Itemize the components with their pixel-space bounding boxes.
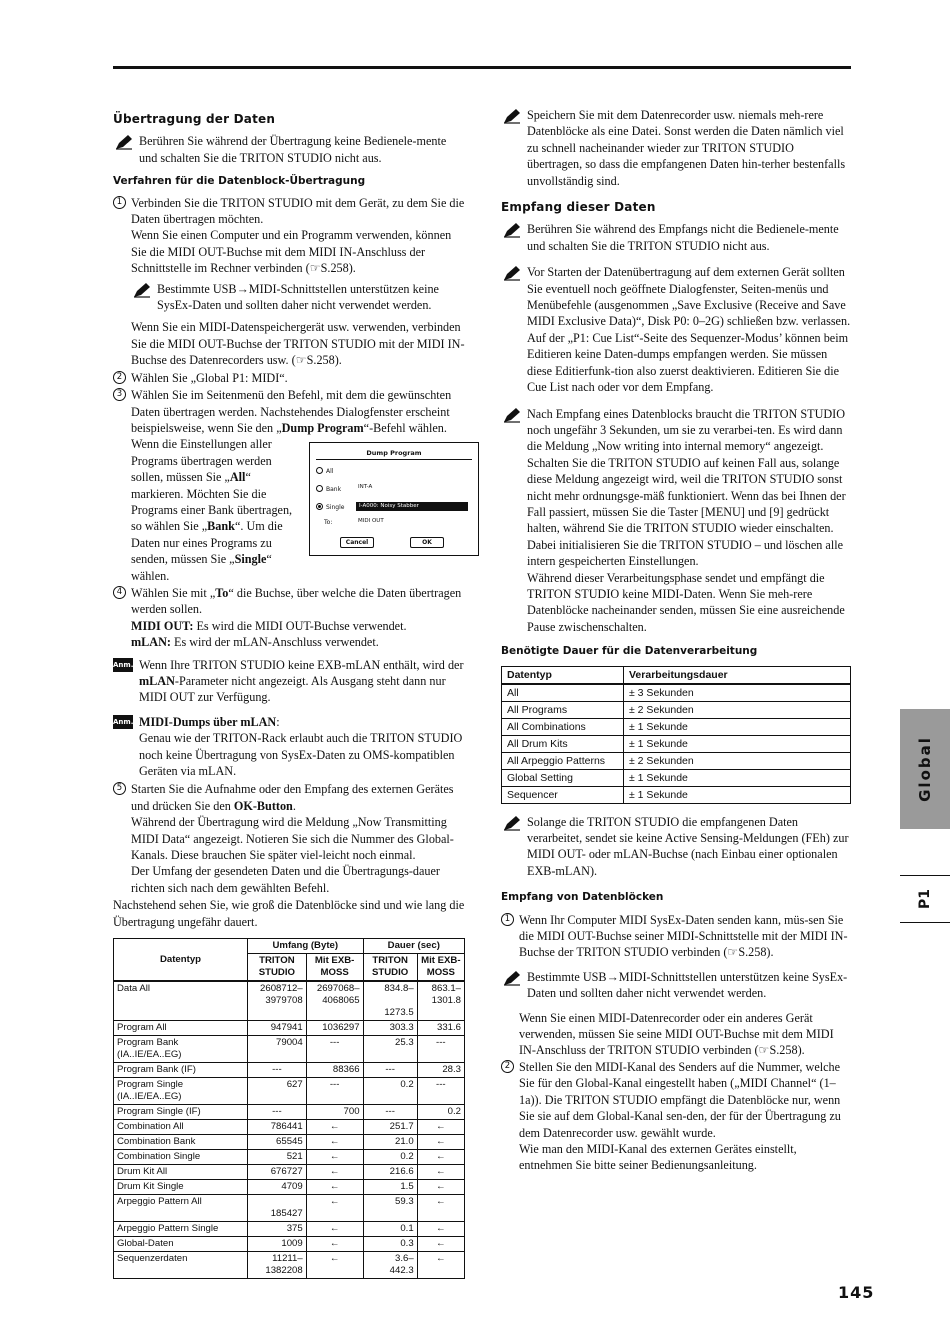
option-label: Single — [326, 504, 345, 512]
subheading: Verfahren für die Datenblock-Übertragung — [113, 175, 366, 188]
table-row — [502, 786, 851, 803]
table-cell: Combination Bank — [114, 1135, 248, 1150]
text-run: Starten Sie die Aufnahme oder den Empfang des externen Gerätes und drücken Sie den — [131, 782, 454, 813]
text-run: Es wird der mLAN-Anschluss verwendet. — [170, 635, 379, 650]
note — [501, 264, 851, 395]
note-text: Bestimmte USB→MIDI-Schnittstellen unterstützen keine SysEx-Daten und sollten daher nicht verwendet werden. — [157, 281, 439, 313]
ok-button[interactable]: OK — [410, 537, 444, 548]
step-text: Wählen Sie „Global P1: MIDI“. — [131, 370, 288, 385]
table-row — [114, 1036, 465, 1063]
table-cell: ± 2 Sekunden — [624, 752, 851, 769]
table-row — [114, 1078, 465, 1105]
table-cell: ± 3 Sekunden — [624, 684, 851, 702]
table-row — [114, 1021, 465, 1036]
step-1 — [501, 912, 851, 961]
step-number: 2 — [501, 1060, 514, 1073]
table-cell: --- — [306, 1036, 363, 1063]
table-cell: All Combinations — [502, 718, 624, 735]
single-value[interactable]: I-A000: Noisy Stabber — [356, 502, 468, 511]
table-cell: ± 1 Sekunde — [624, 786, 851, 803]
note-text: Speichern Sie mit dem Datenrecorder usw. niemals meh-rere Datenblöcke als eine Datei. Sonst werden die Daten nämlich viel zu schnell nacheinander wieder zur TRITON STUDIO übertragen, so dass die empfangenen Daten hin-terher bestenfalls unvollständig sind. — [527, 108, 846, 188]
paragraph: Wenn Sie einen MIDI-Datenrecorder oder ein anderes Gerät verwenden, müssen Sie seine MIDI OUT-Buchse mit dem MIDI IN-Anschluss der TRITON STUDIO verbinden (☞S.258). — [519, 1010, 834, 1058]
table-cell: ← — [306, 1252, 363, 1279]
table-cell: --- — [417, 1078, 464, 1105]
bold-term: Single — [234, 552, 267, 567]
text-run: “. Um die Daten nur eines Programs zu senden, müssen Sie „ — [131, 519, 283, 567]
table-row — [114, 1195, 465, 1222]
table-cell: 1.5 — [363, 1180, 417, 1195]
top-rule — [113, 66, 851, 69]
table-cell: Program All — [114, 1021, 248, 1036]
note-text: Während dieser Verarbeitungsphase sendet und empfängt die TRITON STUDIO keine MIDI-Daten. Wenn Sie meh-rere Datenblöcke nacheinander senden, müssen Sie eine ausreichende Pause zwischenschalten. — [527, 570, 845, 634]
col-header: Dauer (sec) — [363, 939, 464, 954]
note-pen-icon — [503, 265, 521, 281]
table-row — [114, 1180, 465, 1195]
note — [113, 133, 465, 166]
note — [501, 406, 851, 636]
table-cell: --- — [417, 1036, 464, 1063]
table-cell: Program Bank (IF) — [114, 1063, 248, 1078]
step-1 — [113, 195, 465, 369]
bold-term: OK-Button — [233, 798, 293, 813]
table-cell: ← — [306, 1120, 363, 1135]
text-run: “ wählen. — [131, 552, 272, 583]
table-cell: ← — [306, 1237, 363, 1252]
table-cell: 0.2 — [417, 1105, 464, 1120]
step-2 — [501, 1059, 851, 1174]
table-cell: Data All — [114, 981, 248, 1021]
paragraph: Nachstehend sehen Sie, wie groß die Datenblöcke sind und wie lang die Übertragung ungefähr dauert. — [113, 898, 465, 929]
left-column — [113, 107, 465, 1279]
table-cell: 251.7 — [363, 1120, 417, 1135]
col-header: Umfang (Byte) — [248, 939, 364, 954]
step-2 — [113, 370, 465, 386]
table-cell: ± 1 Sekunde — [624, 769, 851, 786]
col-header: Datentyp — [114, 939, 248, 982]
table-cell: 676727 — [248, 1165, 307, 1180]
step-text — [131, 436, 299, 584]
table-cell: 3.6– 442.3 — [363, 1252, 417, 1279]
option-bank[interactable] — [316, 485, 341, 494]
table-cell: Sequencer — [502, 786, 624, 803]
text-run: “ markieren. Möchten Sie die Programs einer Bank übertragen, so wählen Sie „ — [131, 470, 293, 534]
table-cell: ← — [417, 1150, 464, 1165]
table-cell: ← — [417, 1135, 464, 1150]
bold-term: Bank — [207, 519, 235, 534]
step-text: Wenn Ihr Computer MIDI SysEx-Daten senden kann, müs-sen Sie die MIDI OUT-Buchse seiner MIDI-Schnittstelle mit der MIDI IN-Buchse der TRITON STUDIO verbinden (☞S.258). — [519, 912, 848, 960]
text-run: Wenn Ihre TRITON STUDIO keine EXB-mLAN enthält, wird der — [139, 657, 464, 672]
table-row — [502, 769, 851, 786]
table-row — [114, 981, 465, 1021]
table-cell: All Drum Kits — [502, 735, 624, 752]
right-column — [501, 107, 851, 1175]
table-cell: 59.3 — [363, 1195, 417, 1222]
table-cell: 0.2 — [363, 1078, 417, 1105]
col-header: Datentyp — [502, 666, 624, 684]
note — [501, 221, 851, 254]
step-3 — [113, 387, 465, 584]
text-run: “ die Buchse, über welche die Daten übertragen werden sollen. — [131, 585, 462, 617]
bold-term: MIDI-Dumps über mLAN — [139, 714, 277, 729]
text-run: : — [276, 714, 280, 729]
text-run: “-Befehl wählen. — [363, 420, 447, 435]
table-cell: 375 — [248, 1222, 307, 1237]
dialog-title: Dump Program — [366, 449, 422, 458]
table-row — [502, 718, 851, 735]
table-row — [114, 1120, 465, 1135]
step-text — [131, 585, 465, 618]
text-run: Wenn die Einstellungen aller Programs übertragen werden sollen, müssen Sie „ — [131, 437, 272, 485]
table-cell: ← — [306, 1150, 363, 1165]
step-text — [131, 387, 465, 436]
to-value[interactable]: MIDI OUT — [358, 518, 384, 525]
table-cell: ← — [417, 1180, 464, 1195]
table-cell: Program Single (IA..IE/EA..EG) — [114, 1078, 248, 1105]
bold-term: mLAN: — [131, 635, 171, 650]
step-text: Stellen Sie den MIDI-Kanal des Senders auf die Nummer, welche Sie für den Global-Kanal eingestellt haben („MIDI Channel“ (1–1a)). Die TRITON STUDIO empfängt die Datenblöcke nur, wenn Sie sie auf dem Global-Kanal sen-den, der für der Übertragung zu dem Datenrecorder usw. gewählt wurde. — [519, 1059, 841, 1140]
step-number: 4 — [113, 586, 126, 599]
text-run: -Parameter nicht angezeigt. Als Ausgang steht dann nur MIDI OUT zur Verfügung. — [139, 674, 446, 705]
processing-time-table — [501, 666, 851, 804]
col-header: Mit EXB-MOSS — [306, 954, 363, 982]
table-cell: 25.3 — [363, 1036, 417, 1063]
col-header: Verarbeitungsdauer — [624, 666, 851, 684]
radio-icon — [316, 485, 323, 492]
table-cell: ← — [306, 1165, 363, 1180]
table-cell: --- — [248, 1105, 307, 1120]
table-row — [114, 1252, 465, 1279]
bank-value: INT-A — [358, 484, 373, 491]
option-label: Bank — [326, 486, 342, 494]
divider — [316, 459, 472, 460]
table-cell: 627 — [248, 1078, 307, 1105]
table-cell: --- — [248, 1063, 307, 1078]
step-4 — [113, 585, 465, 651]
section-tab-global — [900, 709, 950, 829]
to-label: To: — [324, 519, 333, 527]
note-pen-icon — [503, 108, 521, 124]
table-cell: ± 1 Sekunde — [624, 718, 851, 735]
remark-title — [139, 714, 465, 730]
table-cell: 216.6 — [363, 1165, 417, 1180]
col-header: TRITON STUDIO — [363, 954, 417, 982]
table-cell: All — [502, 684, 624, 702]
table-cell: 11211– 1382208 — [248, 1252, 307, 1279]
bold-term: Dump Program — [281, 420, 364, 435]
step-number: 3 — [113, 388, 126, 401]
note — [501, 107, 851, 189]
remark-text: Genau wie der TRITON-Rack erlaubt auch die TRITON STUDIO noch keine Übertragung von SysEx-Daten zu OMS-kompatiblen Geräten via mLAN. — [139, 731, 463, 779]
table-row — [114, 1237, 465, 1252]
table-cell: 863.1– 1301.8 — [417, 981, 464, 1021]
table-cell: --- — [306, 1078, 363, 1105]
step-text: Wenn Sie einen Computer und ein Programm verwenden, können Sie die MIDI OUT-Buchse mit dem MIDI IN-Anschluss der Schnittstelle im Rechner verbinden (☞S.258). — [131, 228, 452, 276]
table-row — [114, 1165, 465, 1180]
table-cell: ± 2 Sekunden — [624, 701, 851, 718]
note-pen-icon — [503, 222, 521, 238]
table-cell: Global Setting — [502, 769, 624, 786]
table-cell: Drum Kit Single — [114, 1180, 248, 1195]
table-cell: Global-Daten — [114, 1237, 248, 1252]
section-heading: Empfang dieser Daten — [501, 200, 656, 215]
table-cell: ← — [306, 1222, 363, 1237]
table-cell: ← — [417, 1222, 464, 1237]
table-cell: All Arpeggio Patterns — [502, 752, 624, 769]
table-cell: ← — [306, 1135, 363, 1150]
table-cell: ← — [417, 1120, 464, 1135]
table-cell: ← — [417, 1165, 464, 1180]
table-cell: ← — [306, 1180, 363, 1195]
table-row — [502, 684, 851, 702]
table-cell: 834.8– 1273.5 — [363, 981, 417, 1021]
table-cell: Drum Kit All — [114, 1165, 248, 1180]
section-heading: Übertragung der Daten — [113, 112, 276, 126]
table-cell: 88366 — [306, 1063, 363, 1078]
table-cell: 947941 — [248, 1021, 307, 1036]
step-number: 5 — [113, 782, 126, 795]
table-cell: 65545 — [248, 1135, 307, 1150]
note-text: Vor Starten der Datenübertragung auf dem externen Gerät sollten Sie eventuell noch geöffnete Dialogfenster, Seiten-menüs und Menübefehle (ausgenommen „Save Exclusive (Receive and Save MIDI Exclusive Data)“, Disk P0: 0–2G) schließen bzw. verlassen. Auf der „P1: Cue List“-Seite des Sequenzer-Modus’ können beim Editieren keine Daten-dumps empfangen werden. Sie müssen diese Editierfunk-tion also zuerst deaktivieren. Editieren Sie die Cue List nach oder vor dem Empfang. — [527, 265, 851, 395]
table-cell: 185427 — [248, 1195, 307, 1222]
table-cell: 2608712– 3979708 — [248, 981, 307, 1021]
step-text — [131, 634, 465, 650]
table-row — [502, 752, 851, 769]
note-pen-icon — [503, 970, 521, 986]
remark — [113, 714, 465, 780]
remark-text — [139, 657, 465, 706]
step-text — [131, 618, 465, 634]
subheading: Benötigte Dauer für die Datenverarbeitung — [501, 645, 758, 658]
table-cell: ← — [417, 1237, 464, 1252]
option-label: All — [326, 468, 334, 476]
table-cell: Arpeggio Pattern Single — [114, 1222, 248, 1237]
table-cell: Combination All — [114, 1120, 248, 1135]
table-cell: 1009 — [248, 1237, 307, 1252]
radio-icon — [316, 467, 323, 474]
table-cell: Arpeggio Pattern All — [114, 1195, 248, 1222]
text-run: Es wird die MIDI OUT-Buchse verwendet. — [193, 618, 407, 633]
step-text: Verbinden Sie die TRITON STUDIO mit dem Gerät, zu dem Sie die Daten übertragen möchten. — [131, 195, 465, 227]
tab-label: P1 — [916, 888, 933, 910]
table-cell: 28.3 — [417, 1063, 464, 1078]
step-number: 2 — [113, 371, 126, 384]
remark-icon: Anm. — [113, 658, 133, 672]
dialog-row — [131, 436, 465, 584]
transfer-table — [113, 938, 465, 1279]
step-5 — [113, 781, 465, 896]
table-cell: All Programs — [502, 701, 624, 718]
table-row — [502, 701, 851, 718]
section-tab-p1 — [900, 875, 950, 923]
table-cell: ± 1 Sekunde — [624, 735, 851, 752]
table-cell: Combination Single — [114, 1150, 248, 1165]
table-cell: 21.0 — [363, 1135, 417, 1150]
table-row — [114, 1150, 465, 1165]
table-cell: 786441 — [248, 1120, 307, 1135]
step-text: Wie man den MIDI-Kanal des externen Gerätes einstellt, entnehmen Sie bitte seiner Bedienungsanleitung. — [519, 1141, 797, 1173]
note-text: Nach Empfang eines Datenblocks braucht die TRITON STUDIO noch ungefähr 3 Sekunden, um sie zu verarbei-ten. Es wird dann die Meldung „Now writing into internal memory“ angezeigt. Schalten Sie die TRITON STUDIO auf keinen Fall aus, solange diese Meldung angezeigt wird, weil die TRITON STUDIO sonst nicht mehr ordnungsge-mäß funktioniert. Wenn das bei Ihnen der Fall passiert, müssen Sie die Taster [MENU] und [9] gedrückt halten, während Sie die TRITON STUDIO wieder einschalten. Dabei initialisieren Sie die TRITON STUDIO – und löschen alle intern gespeicherten Einstellungen. — [527, 406, 846, 569]
cancel-button[interactable]: Cancel — [340, 537, 374, 548]
table-cell: --- — [363, 1063, 417, 1078]
table-cell: Program Single (IF) — [114, 1105, 248, 1120]
note — [501, 969, 851, 1002]
text-run: . — [292, 798, 296, 813]
note — [501, 814, 851, 880]
note-pen-icon — [133, 282, 151, 298]
table-row — [114, 1105, 465, 1120]
remark — [113, 657, 465, 706]
step-text: Wenn Sie ein MIDI-Datenspeichergerät usw. verwenden, verbinden Sie die MIDI OUT-Buchse der TRITON STUDIO mit der MIDI IN-Buchse des Datenrecorders usw. (☞S.258). — [131, 320, 465, 368]
col-header: Mit EXB-MOSS — [417, 954, 464, 982]
table-row — [114, 1222, 465, 1237]
radio-selected-icon — [316, 503, 323, 510]
note-pen-icon — [503, 407, 521, 423]
table-row — [114, 1135, 465, 1150]
bold-term: MIDI OUT: — [131, 618, 194, 633]
table-cell: ← — [417, 1252, 464, 1279]
table-cell: ← — [417, 1195, 464, 1222]
table-cell: 0.3 — [363, 1237, 417, 1252]
note-text: Berühren Sie während des Empfangs nicht die Bedienele-mente und schalten Sie die TRITON STUDIO nicht aus. — [527, 222, 839, 253]
table-cell: 0.2 — [363, 1150, 417, 1165]
note-text: Solange die TRITON STUDIO die empfangenen Daten verarbeitet, sendet sie keine Active Sensing-Meldungen (FEh) zur MIDI OUT- oder mLAN-Buchse (nach Einbau einer optionalen EXB-mLAN). — [527, 814, 849, 878]
dump-program-dialog — [309, 442, 479, 556]
table-cell: Sequenzerdaten — [114, 1252, 248, 1279]
table-cell: 1036297 — [306, 1021, 363, 1036]
note-pen-icon — [115, 134, 133, 150]
note — [131, 281, 465, 314]
note-text: Bestimmte USB→MIDI-Schnittstellen unterstützen keine SysEx-Daten und sollten daher nicht verwendet werden. — [527, 969, 848, 1001]
table-cell: 79004 — [248, 1036, 307, 1063]
table-cell: 331.6 — [417, 1021, 464, 1036]
option-single[interactable] — [316, 503, 344, 512]
step-text — [131, 781, 465, 814]
bold-term: mLAN — [139, 674, 175, 688]
subheading: Empfang von Datenblöcken — [501, 891, 664, 904]
bold-term: To — [215, 585, 229, 600]
table-cell: 521 — [248, 1150, 307, 1165]
col-header: TRITON STUDIO — [248, 954, 307, 982]
step-text: Während der Übertragung wird die Meldung „Now Transmitting MIDI Data“ angezeigt. Notieren Sie sich die Nummer des Global-Kanals. Diese brauchen Sie später viel-leicht noch einmal. — [131, 815, 454, 863]
step-number: 1 — [501, 913, 514, 926]
table-row — [502, 735, 851, 752]
note-text: Berühren Sie während der Übertragung keine Bedienele-mente und schalten Sie die TRITON STUDIO nicht aus. — [139, 134, 447, 165]
table-cell: 303.3 — [363, 1021, 417, 1036]
table-cell: 700 — [306, 1105, 363, 1120]
table-row — [114, 1063, 465, 1078]
table-cell: 0.1 — [363, 1222, 417, 1237]
step-text: Der Umfang der gesendeten Daten und die Übertragungs-dauer richten sich nach dem gewählten Befehl. — [131, 864, 440, 895]
remark-icon: Anm. — [113, 715, 133, 729]
tab-label: Global — [915, 736, 934, 802]
page-number: 145 — [838, 1283, 875, 1302]
step-number: 1 — [113, 196, 126, 209]
table-cell: --- — [363, 1105, 417, 1120]
text-run: Wählen Sie im Seitenmenü den Befehl, mit dem die gewünschten Daten übertragen werden. Nachstehendes Dialogfenster erscheint beispielsweise, wenn Sie den „ — [131, 388, 452, 435]
table-cell: ← — [306, 1195, 363, 1222]
note-pen-icon — [503, 815, 521, 831]
option-all[interactable] — [316, 467, 333, 476]
table-cell: Program Bank (IA..IE/EA..EG) — [114, 1036, 248, 1063]
bold-term: All — [229, 470, 246, 485]
table-cell: 2697068– 4068065 — [306, 981, 363, 1021]
text-run: Wählen Sie mit „ — [131, 585, 216, 600]
table-cell: 4709 — [248, 1180, 307, 1195]
